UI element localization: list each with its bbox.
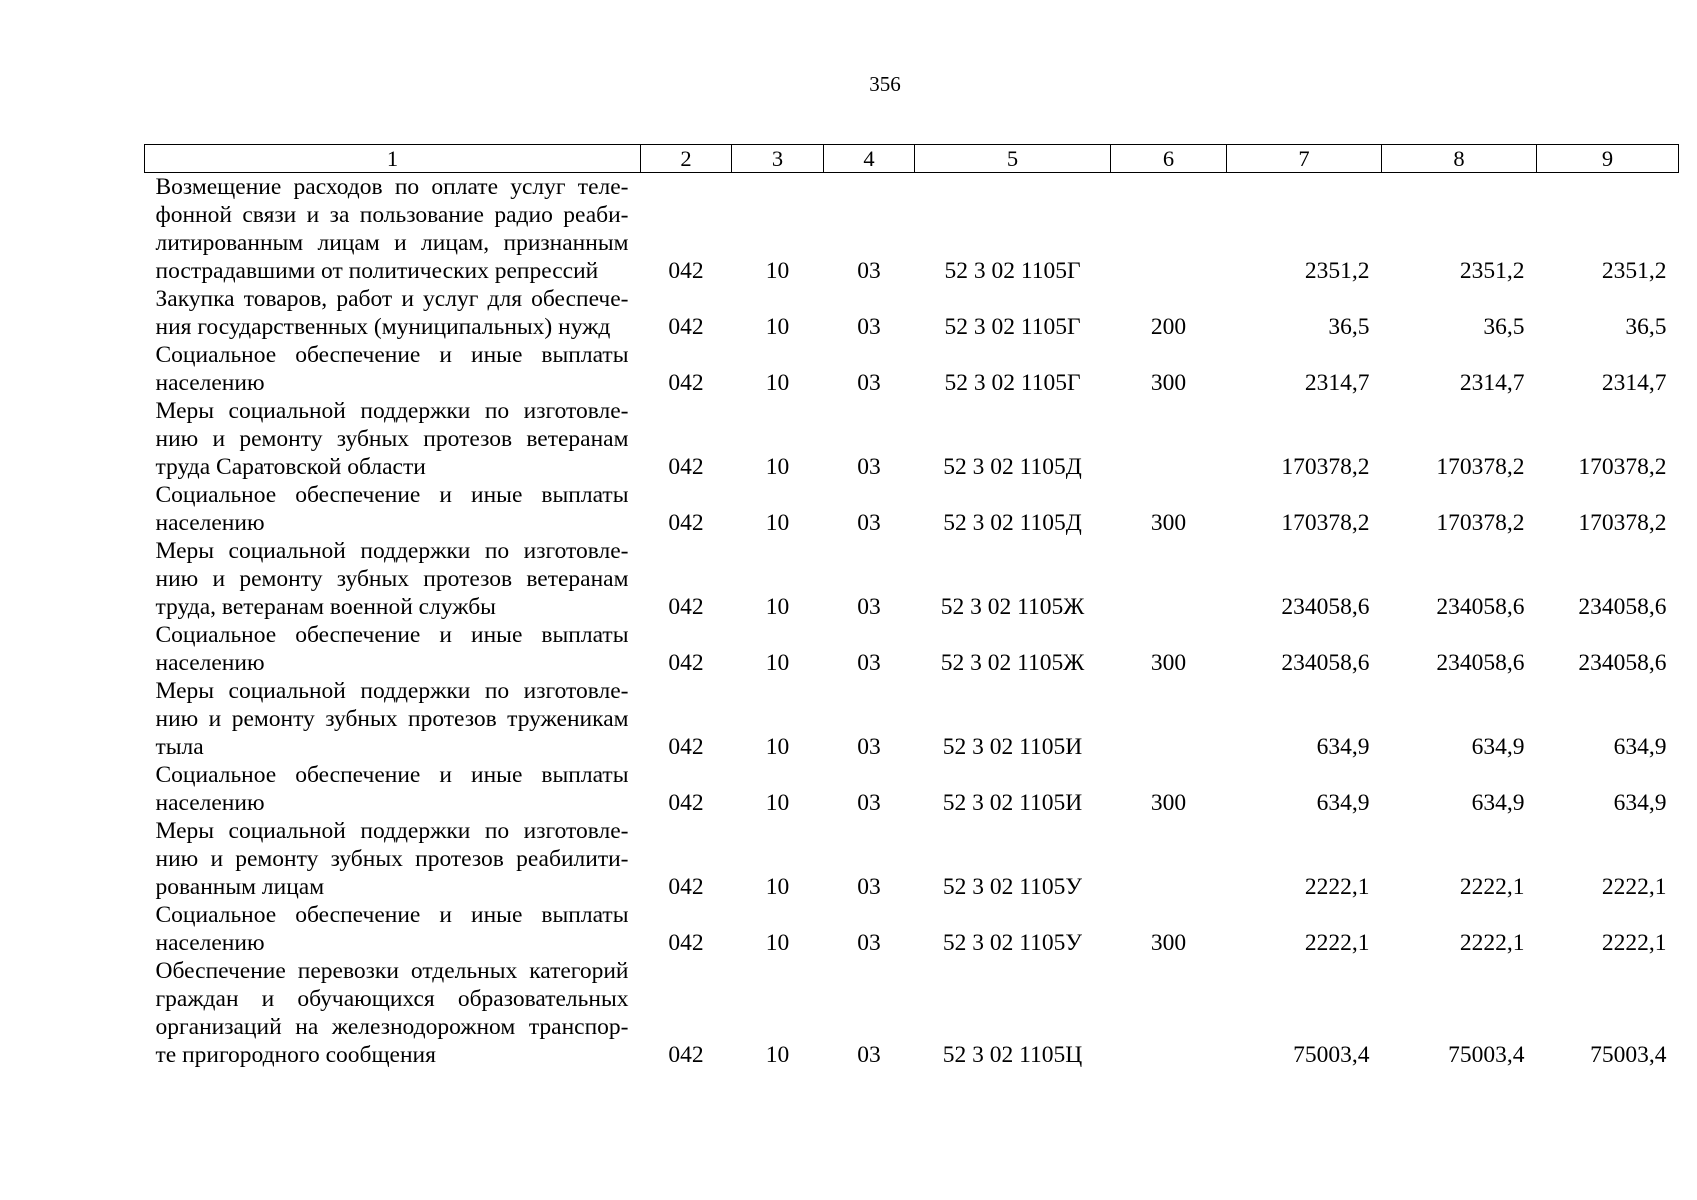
subsection-cell: 03: [857, 510, 881, 536]
expense-type-cell: [1111, 173, 1227, 286]
section-cell: 10: [765, 258, 790, 284]
subsection-cell: 03: [857, 790, 881, 816]
subsection-cell: 03: [857, 734, 881, 760]
amount-col-7-cell: 234058,6: [1281, 594, 1370, 620]
amount-col-7-cell: 634,9: [1316, 790, 1370, 816]
section-cell: 10: [765, 930, 790, 956]
expense-type-cell: [1111, 957, 1227, 1069]
row-description: Меры социальной поддержки по изготовле- нию и ремонту зубных протезов реабилити- рованным лицам: [155, 818, 629, 900]
section-cell: 10: [765, 734, 790, 760]
expense-type-cell: 300: [1150, 510, 1187, 536]
table-row: [145, 285, 1679, 341]
column-header-7: 7: [1227, 145, 1382, 173]
row-description: Возмещение расходов по оплате услуг теле- фонной связи и за пользование радио реаби- литированным лицам и лицам, признанным пострадавшими от политических репрессий: [155, 174, 629, 284]
table-row: [145, 901, 1679, 957]
row-description: Социальное обеспечение и иные выплаты населению: [155, 342, 629, 396]
row-description: Обеспечение перевозки отдельных категорий граждан и обучающихся образовательных организаций на железнодорожном транспор- те пригородного сообщения: [155, 958, 629, 1068]
row-description: Социальное обеспечение и иные выплаты населению: [155, 902, 629, 956]
expense-type-cell: 300: [1150, 790, 1187, 816]
amount-col-9-cell: 2314,7: [1601, 370, 1667, 396]
subsection-cell: 03: [857, 930, 881, 956]
amount-col-8-cell: 36,5: [1483, 314, 1525, 340]
target-article-cell: 52 3 02 1105Г: [944, 258, 1081, 284]
column-number-header-row: [145, 145, 1679, 173]
admin-code-cell: 042: [668, 734, 704, 760]
admin-code-cell: 042: [668, 314, 704, 340]
amount-col-7-cell: 2222,1: [1304, 930, 1370, 956]
column-header-5: 5: [915, 145, 1111, 173]
amount-col-7-cell: 634,9: [1316, 734, 1370, 760]
expense-type-cell: 300: [1150, 650, 1187, 676]
column-header-3: 3: [732, 145, 824, 173]
amount-col-8-cell: 2314,7: [1459, 370, 1525, 396]
amount-col-8-cell: 234058,6: [1436, 594, 1525, 620]
row-description: Закупка товаров, работ и услуг для обеспече- ния государственных (муниципальных) нужд: [155, 286, 629, 340]
target-article-cell: 52 3 02 1105Ж: [940, 650, 1085, 676]
subsection-cell: 03: [857, 874, 881, 900]
section-cell: 10: [765, 314, 790, 340]
amount-col-8-cell: 634,9: [1471, 790, 1525, 816]
amount-col-9-cell: 75003,4: [1590, 1042, 1667, 1068]
amount-col-9-cell: 170378,2: [1578, 454, 1667, 480]
row-description: Социальное обеспечение и иные выплаты населению: [155, 482, 629, 536]
expense-type-cell: 300: [1150, 930, 1187, 956]
section-cell: 10: [765, 874, 790, 900]
table-row: [145, 957, 1679, 1069]
amount-col-9-cell: 634,9: [1613, 734, 1667, 760]
amount-col-7-cell: 170378,2: [1281, 454, 1370, 480]
budget-table: [144, 144, 1679, 1069]
row-description: Меры социальной поддержки по изготовле- нию и ремонту зубных протезов труженикам тыла: [155, 678, 629, 760]
section-cell: 10: [765, 454, 790, 480]
expense-type-cell: [1111, 397, 1227, 481]
target-article-cell: 52 3 02 1105У: [942, 930, 1083, 956]
expense-type-cell: [1111, 537, 1227, 621]
admin-code-cell: 042: [668, 1042, 704, 1068]
admin-code-cell: 042: [668, 930, 704, 956]
row-description: Меры социальной поддержки по изготовле- нию и ремонту зубных протезов ветеранам труда, ветеранам военной службы: [155, 538, 629, 620]
target-article-cell: 52 3 02 1105Ж: [940, 594, 1085, 620]
table-row: [145, 761, 1679, 817]
amount-col-7-cell: 170378,2: [1281, 510, 1370, 536]
target-article-cell: 52 3 02 1105И: [942, 790, 1083, 816]
subsection-cell: 03: [857, 370, 881, 396]
target-article-cell: 52 3 02 1105Г: [944, 370, 1081, 396]
amount-col-9-cell: 2222,1: [1601, 874, 1667, 900]
amount-col-8-cell: 2222,1: [1459, 930, 1525, 956]
admin-code-cell: 042: [668, 790, 704, 816]
section-cell: 10: [765, 790, 790, 816]
amount-col-8-cell: 170378,2: [1436, 510, 1525, 536]
subsection-cell: 03: [857, 258, 881, 284]
target-article-cell: 52 3 02 1105У: [942, 874, 1083, 900]
table-row: [145, 817, 1679, 901]
amount-col-8-cell: 2351,2: [1459, 258, 1525, 284]
table-row: [145, 481, 1679, 537]
section-cell: 10: [765, 1042, 790, 1068]
amount-col-8-cell: 170378,2: [1436, 454, 1525, 480]
subsection-cell: 03: [857, 1042, 881, 1068]
admin-code-cell: 042: [668, 258, 704, 284]
expense-type-cell: [1111, 817, 1227, 901]
target-article-cell: 52 3 02 1105Д: [943, 454, 1082, 480]
table-row: [145, 397, 1679, 481]
amount-col-7-cell: 234058,6: [1281, 650, 1370, 676]
admin-code-cell: 042: [668, 874, 704, 900]
amount-col-8-cell: 634,9: [1471, 734, 1525, 760]
subsection-cell: 03: [857, 594, 881, 620]
amount-col-9-cell: 234058,6: [1578, 650, 1667, 676]
row-description: Социальное обеспечение и иные выплаты населению: [155, 762, 629, 816]
row-description: Социальное обеспечение и иные выплаты населению: [155, 622, 629, 676]
target-article-cell: 52 3 02 1105Д: [943, 510, 1082, 536]
amount-col-8-cell: 234058,6: [1436, 650, 1525, 676]
amount-col-7-cell: 2222,1: [1304, 874, 1370, 900]
amount-col-9-cell: 234058,6: [1578, 594, 1667, 620]
target-article-cell: 52 3 02 1105И: [942, 734, 1083, 760]
admin-code-cell: 042: [668, 594, 704, 620]
page-number: 356: [869, 72, 901, 96]
amount-col-9-cell: 170378,2: [1578, 510, 1667, 536]
column-header-6: 6: [1111, 145, 1227, 173]
amount-col-9-cell: 634,9: [1613, 790, 1667, 816]
admin-code-cell: 042: [668, 370, 704, 396]
section-cell: 10: [765, 510, 790, 536]
table-row: [145, 621, 1679, 677]
table-row: [145, 173, 1679, 286]
subsection-cell: 03: [857, 454, 881, 480]
expense-type-cell: [1111, 677, 1227, 761]
row-description: Меры социальной поддержки по изготовле- нию и ремонту зубных протезов ветеранам труда Саратовской области: [155, 398, 629, 480]
table-row: [145, 537, 1679, 621]
section-cell: 10: [765, 650, 790, 676]
target-article-cell: 52 3 02 1105Ц: [942, 1042, 1083, 1068]
column-header-4: 4: [824, 145, 915, 173]
amount-col-7-cell: 75003,4: [1293, 1042, 1370, 1068]
amount-col-9-cell: 2222,1: [1601, 930, 1667, 956]
amount-col-7-cell: 36,5: [1328, 314, 1370, 340]
amount-col-8-cell: 75003,4: [1448, 1042, 1525, 1068]
amount-col-8-cell: 2222,1: [1459, 874, 1525, 900]
subsection-cell: 03: [857, 650, 881, 676]
amount-col-9-cell: 36,5: [1625, 314, 1667, 340]
admin-code-cell: 042: [668, 454, 704, 480]
amount-col-9-cell: 2351,2: [1601, 258, 1667, 284]
admin-code-cell: 042: [668, 510, 704, 536]
admin-code-cell: 042: [668, 650, 704, 676]
expense-type-cell: 200: [1150, 314, 1187, 340]
expense-type-cell: 300: [1150, 370, 1187, 396]
column-header-1: 1: [145, 145, 641, 173]
amount-col-7-cell: 2351,2: [1304, 258, 1370, 284]
table-row: [145, 677, 1679, 761]
subsection-cell: 03: [857, 314, 881, 340]
section-cell: 10: [765, 594, 790, 620]
table-body: [145, 173, 1679, 1070]
section-cell: 10: [765, 370, 790, 396]
column-header-9: 9: [1537, 145, 1679, 173]
column-header-2: 2: [641, 145, 732, 173]
table-row: [145, 341, 1679, 397]
column-header-8: 8: [1382, 145, 1537, 173]
amount-col-7-cell: 2314,7: [1304, 370, 1370, 396]
target-article-cell: 52 3 02 1105Г: [944, 314, 1081, 340]
